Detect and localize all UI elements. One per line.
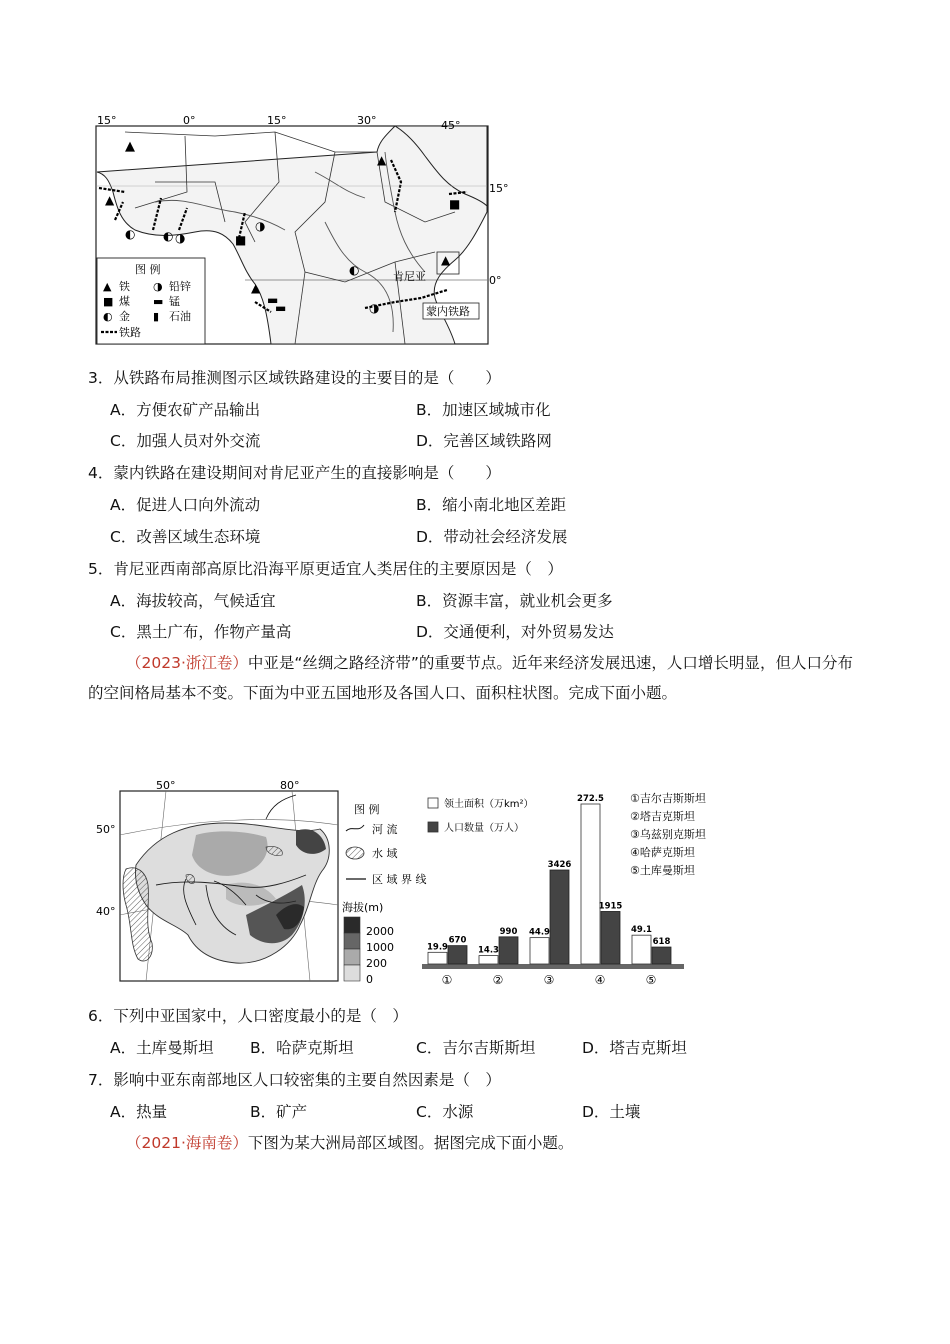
question-number: 4． (88, 464, 114, 482)
map1-legend-label: 金 (119, 310, 130, 323)
passage-text: 下图为某大洲局部区域图。据图完成下面小题。 (247, 1134, 574, 1152)
passage-source: （2023·浙江卷） (126, 654, 248, 672)
chart-baseline (422, 964, 684, 969)
legend-swatch-pop (428, 822, 438, 832)
data-label-population: 990 (499, 926, 518, 937)
x-tick-label: ④ (594, 973, 606, 987)
central-asia-map (96, 775, 427, 990)
country-key-item: ④哈萨克斯坦 (630, 846, 695, 859)
map1-legend-symbol: ▮ (153, 310, 160, 323)
question-text: 蒙内铁路在建设期间对肯尼亚产生的直接影响是（ ） (113, 464, 501, 482)
option-b[interactable]: B．资源丰富，就业机会更多 (416, 592, 613, 610)
question-text: 影响中亚东南部地区人口较密集的主要自然因素是（ ） (113, 1071, 501, 1089)
option-c[interactable]: C．吉尔吉斯斯坦 (416, 1039, 536, 1057)
bar-area (530, 938, 549, 964)
option-d[interactable]: D．塔吉克斯坦 (582, 1039, 687, 1057)
population-area-chart (420, 780, 730, 990)
question-text: 肯尼亚西南部高原比沿海平原更适宜人类居住的主要原因是（ ） (113, 560, 563, 578)
x-tick-label: ⑤ (645, 973, 657, 987)
bar-area (479, 956, 498, 964)
legend-swatch-area (428, 798, 438, 808)
map1-legend (97, 258, 205, 344)
map2-elevation-tick: 1000 (366, 941, 394, 954)
map1-lon-label: 45° (441, 119, 461, 132)
map1-label-kenya: 肯尼亚 (393, 270, 426, 283)
svg-text:▲: ▲ (441, 253, 451, 267)
svg-text:◑: ◑ (175, 231, 186, 245)
bar-area (428, 952, 447, 964)
map1-legend-label: 铁路 (119, 326, 141, 339)
map2-legend-label: 河 流 (372, 823, 398, 836)
question-4 (88, 462, 501, 484)
map1-label-railway: 蒙内铁路 (426, 305, 470, 318)
option-c[interactable]: C．改善区域生态环境 (110, 528, 261, 546)
map1-lon-label: 15° (267, 114, 287, 127)
svg-text:▬: ▬ (267, 293, 279, 307)
bar-population (550, 870, 569, 964)
map2-lon-label: 50° (156, 779, 176, 792)
africa-map (95, 112, 509, 347)
svg-text:▲: ▲ (105, 193, 115, 207)
map2-lat-label: 40° (96, 905, 116, 918)
question-text: 从铁路布局推测图示区域铁路建设的主要目的是（ ） (113, 369, 501, 387)
africa-map-svg (95, 112, 509, 347)
chart-legend (428, 797, 534, 834)
data-label-area: 272.5 (577, 794, 604, 804)
data-label-area: 14.3 (478, 945, 499, 956)
map2-elevation-tick: 200 (366, 957, 387, 970)
map1-lon-label: 0° (183, 114, 196, 127)
map1-legend-symbol: ▲ (103, 280, 112, 293)
question-text: 下列中亚国家中，人口密度最小的是（ ） (113, 1007, 408, 1025)
passage-source: （2021·海南卷） (126, 1134, 248, 1152)
map2-legend-label: 水 域 (372, 847, 398, 860)
map1-lon-label: 30° (357, 114, 377, 127)
map2-legend (342, 802, 427, 986)
svg-text:◑: ◑ (369, 301, 380, 315)
map2-elevation-title: 海拔(m) (342, 901, 384, 914)
map1-legend-label: 煤 (119, 295, 130, 308)
svg-text:▬: ▬ (275, 301, 287, 315)
map1-lat-label: 0° (489, 274, 502, 287)
passage-2021-hainan (88, 1128, 868, 1158)
option-a[interactable]: A．海拔较高，气候适宜 (110, 592, 276, 610)
option-b[interactable]: B．矿产 (250, 1103, 308, 1121)
svg-text:◑: ◑ (255, 219, 266, 233)
map2-elevation-tick: 0 (366, 973, 373, 986)
question-5 (88, 558, 563, 580)
option-b[interactable]: B．哈萨克斯坦 (250, 1039, 354, 1057)
map1-legend-label: 铅锌 (169, 280, 191, 293)
option-a[interactable]: A．土库曼斯坦 (110, 1039, 214, 1057)
option-d[interactable]: D．完善区域铁路网 (416, 432, 552, 450)
map2-elevation-tick: 2000 (366, 925, 394, 938)
option-d[interactable]: D．带动社会经济发展 (416, 528, 568, 546)
map1-lat-label: 15° (489, 182, 509, 195)
question-3 (88, 367, 501, 389)
question-number: 5． (88, 560, 114, 578)
option-a[interactable]: A．方便农矿产品输出 (110, 401, 261, 419)
option-c[interactable]: C．水源 (416, 1103, 474, 1121)
svg-text:◐: ◐ (163, 229, 174, 243)
data-label-area: 44.9 (529, 927, 550, 938)
map1-legend-label: 锰 (169, 295, 180, 308)
option-c[interactable]: C．加强人员对外交流 (110, 432, 261, 450)
option-b[interactable]: B．缩小南北地区差距 (416, 496, 567, 514)
option-b[interactable]: B．加速区域城市化 (416, 401, 551, 419)
data-label-population: 1915 (598, 901, 623, 912)
bar-area (581, 804, 600, 964)
map2-legend-title: 图 例 (354, 803, 380, 816)
x-tick-label: ① (441, 973, 453, 987)
x-tick-label: ③ (543, 973, 555, 987)
option-c[interactable]: C．黑土广布，作物产量高 (110, 623, 292, 641)
data-label-population: 618 (652, 937, 671, 948)
map1-legend-label: 铁 (119, 280, 130, 293)
bar-population (652, 947, 671, 964)
x-tick-label: ② (492, 973, 504, 987)
bar-area (632, 935, 651, 964)
country-key-item: ①吉尔吉斯斯坦 (630, 792, 706, 805)
country-key-item: ⑤土库曼斯坦 (630, 864, 695, 877)
bar-population (601, 911, 620, 964)
country-key-item: ③乌兹别克斯坦 (630, 828, 706, 841)
data-label-population: 3426 (547, 860, 572, 870)
option-d[interactable]: D．土壤 (582, 1103, 641, 1121)
option-d[interactable]: D．交通便利，对外贸易发达 (416, 623, 614, 641)
question-number: 3． (88, 369, 114, 387)
question-6 (88, 1005, 408, 1027)
map2-legend-label: 区 域 界 线 (372, 873, 427, 886)
option-a[interactable]: A．热量 (110, 1103, 168, 1121)
svg-text:▲: ▲ (251, 281, 261, 295)
map1-legend-symbol: ◑ (153, 280, 163, 293)
svg-text:■: ■ (235, 233, 247, 247)
question-7 (88, 1069, 501, 1091)
svg-text:▲: ▲ (377, 153, 387, 167)
bar-population (499, 937, 518, 964)
data-label-area: 19.9 (427, 942, 448, 953)
question-number: 6． (88, 1007, 114, 1025)
map1-legend-title: 图 例 (135, 263, 161, 276)
bar-chart-svg (420, 780, 730, 990)
legend-label-area: 领土面积（万km²） (444, 799, 534, 810)
passage-text: 中亚是“丝绸之路经济带”的重要节点。近年来经济发展迅速，人口增长明显，但人口分布的空间格局基本不变。下面为中亚五国地形及各国人口、面积柱状图。完成下面小题。 (88, 654, 853, 702)
data-label-population: 670 (448, 935, 467, 946)
svg-text:◐: ◐ (349, 263, 360, 277)
bar-population (448, 946, 467, 964)
map1-legend-symbol: ■ (103, 295, 114, 308)
country-key (630, 791, 706, 877)
map1-legend-symbol: ▬ (153, 295, 164, 308)
country-key-item: ②塔吉克斯坦 (630, 810, 695, 823)
map1-legend-label: 石油 (169, 310, 191, 323)
data-label-area: 49.1 (631, 925, 652, 936)
map1-lon-label: 15° (97, 114, 117, 127)
map2-lat-label: 50° (96, 823, 116, 836)
map1-legend-symbol: ◐ (103, 310, 113, 323)
option-a[interactable]: A．促进人口向外流动 (110, 496, 261, 514)
central-asia-map-svg (96, 775, 427, 990)
passage-2023-zhejiang (88, 648, 868, 708)
svg-text:▲: ▲ (125, 139, 135, 154)
map2-lon-label: 80° (280, 779, 300, 792)
legend-label-pop: 人口数量（万人） (444, 823, 524, 834)
svg-text:◐: ◐ (125, 227, 136, 241)
svg-text:■: ■ (449, 197, 461, 211)
question-number: 7． (88, 1071, 114, 1089)
